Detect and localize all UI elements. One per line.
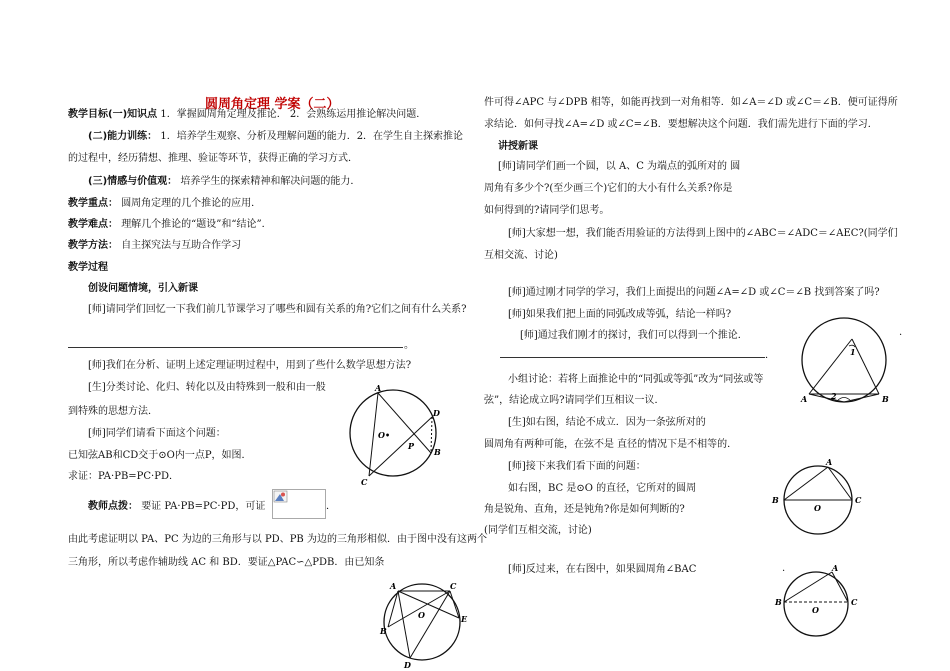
- fig3-label-2: 2: [831, 391, 837, 401]
- teaching-focus-text: 圆周角定理的几个推论的应用．: [121, 198, 262, 209]
- paragraph-exchange: (同学们互相交流，讨论): [484, 525, 592, 536]
- paragraph-equal-arcs: [师]如果我们把上面的同弧改成等弧，结论一样吗?: [508, 309, 732, 320]
- objective-ability-label: (二)能力训练：: [88, 131, 158, 142]
- hint-text: 要证 PA·PB=PC·PD，可证: [141, 501, 266, 512]
- paragraph-verify: [师]大家想一想，我们能否用验证的方法得到上图中的∠ABC＝∠ADC＝∠AEC?(同学们: [508, 228, 898, 239]
- objective-ability-cont: 的过程中，经历猜想、推理、验证等环节，获得正确的学习方式．: [68, 153, 358, 164]
- page-title: 圆周角定理 学案（二）: [205, 97, 340, 112]
- figure-diameter: [772, 457, 868, 532]
- fig3-label-b: B: [882, 394, 889, 404]
- paragraph-student-reply: [生]如右图，结论不成立．因为一条弦所对的: [508, 417, 706, 428]
- paragraph-group-discussion-cont: 弦”，结论成立吗?请同学们互相议一议．: [484, 395, 665, 406]
- objective-ability-text: 1．培养学生观察、分析及理解问题的能力．2．在学生自主探索推论: [160, 131, 464, 142]
- objective-knowledge-text: 1．掌握圆周角定理及推论． 2．会熟练运用推论解决问题．: [160, 109, 427, 120]
- paragraph-diameter-cont: 角是锐角、直角，还是钝角?你是如何判断的?: [484, 504, 685, 515]
- fig5-label-c: C: [851, 597, 858, 607]
- paragraph-draw-circle-cont: 周角有多少个?(至少画三个)它们的大小有什么关系?你是: [484, 183, 733, 194]
- figure-intersecting-chords: [348, 383, 444, 488]
- fig2-label-a: A: [390, 581, 397, 591]
- fig4-label-o: O: [814, 503, 821, 513]
- teaching-method: [68, 239, 241, 252]
- teaching-method-label: 教学方法：: [68, 240, 118, 251]
- objective-emotion: [88, 175, 360, 188]
- paragraph-converse: [师]反过来，在右图中，如果圆周角∠BAC: [508, 564, 697, 575]
- paragraph-prove: 求证：PA·PB=PC·PD．: [68, 471, 179, 482]
- fig2-label-o: O: [418, 610, 425, 620]
- paragraph-hint: [88, 500, 265, 513]
- answer-line: [68, 347, 403, 348]
- objective-knowledge-label: 教学目标(一)知识点: [68, 109, 158, 120]
- paragraph-diameter: 如右图，BC 是⊙O 的直径，它所对的圆周: [508, 483, 697, 494]
- objective-emotion-label: (三)情感与价值观：: [88, 176, 178, 187]
- paragraph-student-reply-cont: 圆周角有两种可能，在弦不是 直径的情况下是不相等的．: [484, 439, 738, 450]
- fig1-label-c: C: [361, 477, 368, 487]
- paragraph-problem-intro: [师]同学们请看下面这个问题：: [88, 428, 226, 439]
- paragraph-student-answer-cont: 到特殊的思想方法．: [68, 406, 158, 417]
- teaching-difficulty-label: 教学难点：: [68, 219, 118, 230]
- paragraph-methods-question: [师]我们在分析、证明上述定理证明过程中，用到了些什么数学思想方法?: [88, 360, 412, 371]
- corollary-line-end: ．: [765, 350, 775, 361]
- stray-dot-b: .: [782, 563, 786, 574]
- paragraph-given: 已知弦AB和CD交于⊙O内一点P，如图．: [68, 450, 252, 461]
- paragraph-next-problem: [师]接下来我们看下面的问题：: [508, 461, 646, 472]
- stray-dot-a: .: [899, 327, 903, 338]
- paragraph-answer-found: [师]通过刚才同学的学习，我们上面提出的问题∠A=∠D 或∠C＝∠B 找到答案了吗?: [508, 287, 880, 298]
- fig2-label-c: C: [450, 581, 457, 591]
- paragraph-similarity: 由此考虑证明以 PA、PC 为边的三角形与以 PD、PB 为边的三角形相似．由于图中没有这两个: [68, 534, 487, 545]
- fig1-label-d: D: [433, 408, 440, 418]
- paragraph-draw-circle: [师]请同学们画一个圆，以 A、C 为端点的弧所对的 圆: [498, 161, 741, 172]
- objective-ability: [88, 130, 463, 143]
- fig4-label-b: B: [772, 495, 779, 505]
- fig3-label-1: 1: [850, 347, 856, 357]
- objective-emotion-text: 培养学生的探索精神和解决问题的能力．: [180, 176, 361, 187]
- embedded-object-icon: [274, 491, 288, 503]
- paragraph-auxiliary-lines: 三角形，所以考虑作辅助线 AC 和 BD．要证△PAC∽△PDB．由已知条: [68, 557, 385, 568]
- fig2-label-b: B: [380, 626, 387, 636]
- objective-knowledge: [68, 108, 426, 121]
- answer-line-end: 。: [404, 340, 414, 351]
- embedded-object-box: [272, 489, 326, 519]
- fig1-label-b: B: [434, 447, 441, 457]
- fig2-label-e: E: [461, 614, 468, 624]
- paragraph-draw-circle-end: 如何得到的?请同学们思考。: [484, 205, 610, 216]
- teaching-difficulty: [68, 218, 272, 231]
- teaching-process-heading: 教学过程: [68, 262, 108, 273]
- paragraph-right-2: 求结论．如何寻找∠A=∠D 或∠C=∠B．要想解决这个问题．我们需先进行下面的学习．: [484, 119, 878, 130]
- fig4-label-a: A: [826, 457, 833, 467]
- fig1-label-p: P: [408, 441, 415, 451]
- teaching-focus-label: 教学重点：: [68, 198, 118, 209]
- paragraph-group-discussion: 小组讨论：若将上面推论中的“同弧或等弧”改为“同弦或等: [508, 374, 764, 385]
- paragraph-corollary: [师]通过我们刚才的探讨，我们可以得到一个推论．: [520, 330, 748, 341]
- figure-inscribed-angles: [380, 581, 468, 670]
- section-heading-intro: 创设问题情境，引入新课: [88, 283, 198, 294]
- figure-converse: [775, 563, 872, 638]
- fig1-label-a: A: [375, 383, 382, 393]
- hint-end: ．: [326, 501, 336, 512]
- fig5-label-a: A: [832, 563, 839, 573]
- hint-label: 教师点拨：: [88, 501, 138, 512]
- fig5-label-o: O: [812, 605, 819, 615]
- fig1-label-o: O•: [378, 430, 391, 440]
- section-heading-new-lesson: 讲授新课: [498, 141, 538, 152]
- corollary-answer-line: [500, 357, 765, 358]
- teaching-focus: [68, 197, 261, 210]
- figure-same-chord: [800, 316, 892, 408]
- fig4-label-c: C: [855, 495, 862, 505]
- teaching-method-text: 自主探究法与互助合作学习: [121, 240, 242, 251]
- teaching-difficulty-text: 理解几个推论的“题设”和“结论”．: [121, 219, 272, 230]
- paragraph-student-answer: [生]分类讨论、化归、转化以及由特殊到一般和由一般: [88, 382, 326, 393]
- paragraph-verify-cont: 互相交流、讨论): [484, 250, 558, 261]
- fig5-label-b: B: [775, 597, 782, 607]
- fig2-label-d: D: [404, 660, 411, 670]
- paragraph-recall-question: [师]请同学们回忆一下我们前几节课学习了哪些和圆有关系的角?它们之间有什么关系?: [88, 304, 467, 315]
- paragraph-right-1: 件可得∠APC 与∠DPB 相等，如能再找到一对角相等．如∠A＝∠D 或∠C＝∠B．便可证得所: [484, 97, 898, 108]
- fig3-label-a: A: [801, 394, 808, 404]
